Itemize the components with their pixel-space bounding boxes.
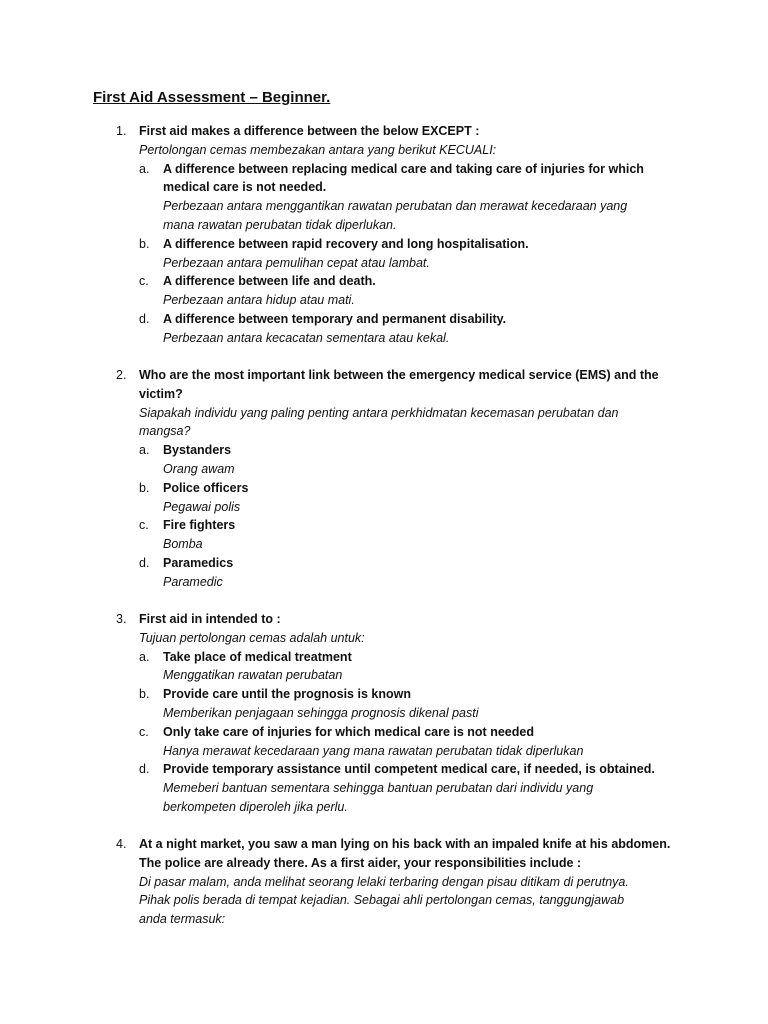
- question-number: 2.: [116, 368, 127, 382]
- option-text-en: A difference between life and death.: [163, 274, 376, 289]
- answer-option: [139, 310, 669, 348]
- option-text-en: medical care is not needed.: [163, 180, 327, 195]
- option-letter: d.: [139, 311, 150, 326]
- option-text-ms: Paramedic: [163, 574, 223, 589]
- question-text-ms: mangsa?: [139, 424, 191, 439]
- answer-options: [139, 160, 669, 348]
- option-text-ms: Perbezaan antara pemulihan cepat atau lambat.: [163, 255, 430, 270]
- option-text-en: Take place of medical treatment: [163, 649, 352, 664]
- answer-options: [139, 441, 669, 591]
- question-text-en: victim?: [139, 386, 183, 401]
- option-text-en: A difference between replacing medical care and taking care of injuries for which: [163, 161, 644, 176]
- option-text-en: Police officers: [163, 480, 249, 495]
- option-letter: d.: [139, 555, 150, 570]
- option-text-ms: Perbezaan antara kecacatan sementara atau kekal.: [163, 330, 450, 345]
- option-letter: c.: [139, 274, 149, 289]
- option-text-en: Provide temporary assistance until competent medical care, if needed, is obtained.: [163, 762, 655, 777]
- option-text-ms: Memberikan penjagaan sehingga prognosis dikenal pasti: [163, 705, 479, 720]
- option-text-en: Fire fighters: [163, 518, 236, 533]
- option-letter: c.: [139, 724, 149, 739]
- option-text-ms: Pegawai polis: [163, 499, 241, 514]
- option-text-en: A difference between temporary and permanent disability.: [163, 311, 507, 326]
- option-letter: c.: [139, 518, 149, 533]
- answer-option: [139, 516, 669, 554]
- option-text-ms: Perbezaan antara menggantikan rawatan perubatan dan merawat kecedaraan yang: [163, 199, 628, 214]
- option-letter: d.: [139, 762, 150, 777]
- question-text-ms: anda termasuk:: [139, 912, 226, 927]
- option-text-ms: Bomba: [163, 537, 203, 552]
- option-text-en: Paramedics: [163, 555, 234, 570]
- question-text-en: First aid makes a difference between the below EXCEPT :: [139, 124, 480, 138]
- answer-options: [139, 648, 669, 817]
- option-text-ms: Hanya merawat kecedaraan yang mana rawatan perubatan tidak diperlukan: [163, 743, 584, 758]
- question-text-ms: Di pasar malam, anda melihat seorang lelaki terbaring dengan pisau ditikam di perutnya.: [139, 874, 629, 889]
- option-text-ms: Memeberi bantuan sementara sehingga bantuan perubatan dari individu yang: [163, 781, 594, 796]
- answer-option: [139, 648, 669, 686]
- question-body: [139, 610, 669, 817]
- question-number: 1.: [116, 124, 127, 138]
- answer-option: [139, 160, 669, 235]
- option-text-en: Provide care until the prognosis is known: [163, 687, 411, 702]
- page-title: First Aid Assessment – Beginner.: [93, 89, 331, 106]
- answer-option: [139, 235, 669, 273]
- question-text-en: First aid in intended to :: [139, 612, 281, 626]
- question-text-ms: Tujuan pertolongan cemas adalah untuk:: [139, 630, 365, 645]
- answer-option: [139, 272, 669, 310]
- option-letter: a.: [139, 649, 150, 664]
- option-text-en: Bystanders: [163, 443, 232, 458]
- answer-option: [139, 723, 669, 761]
- question-text-en: At a night market, you saw a man lying on his back with an impaled knife at his abdomen.: [139, 837, 671, 851]
- option-letter: a.: [139, 161, 150, 176]
- question-text-ms: Siapakah individu yang paling penting antara perkhidmatan kecemasan perubatan dan: [139, 405, 619, 420]
- option-text-ms: Menggatikan rawatan perubatan: [163, 668, 343, 683]
- option-text-ms: Orang awam: [163, 461, 235, 476]
- question-body: [139, 366, 669, 592]
- question-body: [139, 835, 669, 929]
- question-body: [139, 122, 669, 348]
- answer-option: [139, 441, 669, 479]
- question-text-ms: Pihak polis berada di tempat kejadian. Sebagai ahli pertolongan cemas, tanggungjawab: [139, 893, 625, 908]
- option-text-en: Only take care of injuries for which medical care is not needed: [163, 724, 534, 739]
- answer-option: [139, 685, 669, 723]
- question-text-en: Who are the most important link between the emergency medical service (EMS) and the: [139, 368, 659, 382]
- question-number: 4.: [116, 837, 127, 851]
- option-letter: b.: [139, 687, 150, 702]
- option-text-en: A difference between rapid recovery and long hospitalisation.: [163, 236, 529, 251]
- option-text-ms: Perbezaan antara hidup atau mati.: [163, 293, 355, 308]
- option-text-ms: mana rawatan perubatan tidak diperlukan.: [163, 217, 397, 232]
- option-letter: b.: [139, 236, 150, 251]
- question-text-en: The police are already there. As a first aider, your responsibilities include :: [139, 855, 582, 870]
- question-text-ms: Pertolongan cemas membezakan antara yang berikut KECUALI:: [139, 142, 497, 157]
- option-letter: a.: [139, 443, 150, 458]
- answer-option: [139, 479, 669, 517]
- option-text-ms: berkompeten diperoleh jika perlu.: [163, 799, 348, 814]
- answer-option: [139, 760, 669, 816]
- question-number: 3.: [116, 612, 127, 626]
- answer-option: [139, 554, 669, 592]
- option-letter: b.: [139, 480, 150, 495]
